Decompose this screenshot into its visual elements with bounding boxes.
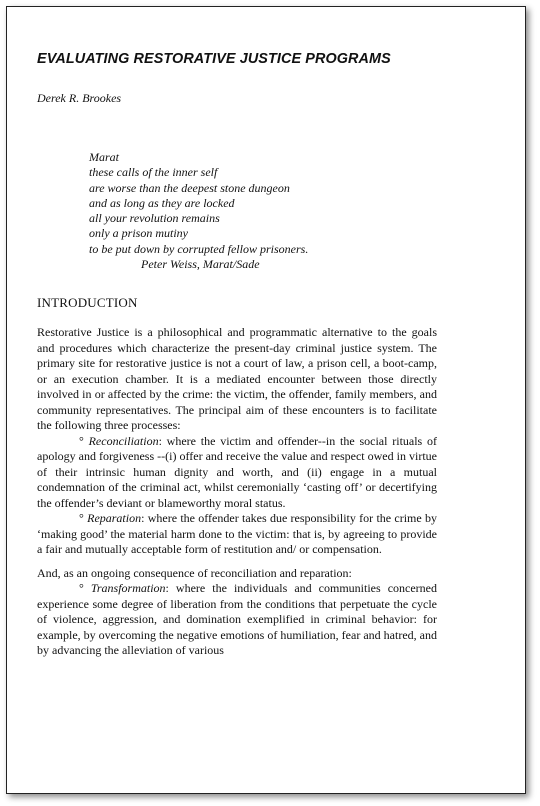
reconciliation-item bbox=[37, 434, 437, 512]
article-title: EVALUATING RESTORATIVE JUSTICE PROGRAMS bbox=[37, 51, 391, 67]
body-text bbox=[37, 325, 437, 659]
article-author: Derek R. Brookes bbox=[37, 91, 122, 105]
transformation-term: Transformation bbox=[90, 581, 166, 596]
page-content bbox=[37, 51, 437, 659]
reparation-text: : where the offender takes due responsibility for the crime by ‘making good’ the material harm done to the victim: that is, by agreeing to provide a fair and mutually acceptable form of restitution and/ or compensation. bbox=[37, 511, 438, 557]
bullet-mark: ° bbox=[79, 433, 84, 448]
consequence-paragraph: And, as an ongoing consequence of reconciliation and reparation: bbox=[37, 565, 352, 580]
intro-paragraph: Restorative Justice is a philosophical and programmatic alternative to the goals and procedures which characterize the present-day criminal justice system. The primary site for restorative justice is not a court of law, a prison cell, a boot-camp, or an execution chamber. It is a mediated encounter between those directly involved in or affected by the crime: the victim, the offender, family members, and community representatives. The principal aim of these encounters is to facilitate the following three processes: bbox=[37, 325, 437, 433]
reconciliation-text: : where the victim and offender--in the social rituals of apology and forgiveness --(i) offer and receive the value and respect owed in virtue of their intrinsic human dignity and worth, and (ii) engage in a mutual condemnation of the criminal act, whilst ceremonially ‘casting off’ or decertifying the offender’s deviant or blameworthy moral status. bbox=[37, 433, 438, 510]
epigraph bbox=[89, 150, 437, 272]
reparation-term: Reparation bbox=[87, 511, 142, 526]
epigraph-line: to be put down by corrupted fellow prisoners. bbox=[89, 241, 309, 256]
section-heading: INTRODUCTION bbox=[37, 295, 138, 311]
epigraph-line: only a prison mutiny bbox=[89, 226, 188, 241]
epigraph-attribution: Peter Weiss, Marat/Sade bbox=[141, 257, 260, 272]
bullet-mark: ° bbox=[79, 581, 84, 596]
epigraph-line: Marat bbox=[89, 150, 119, 164]
transformation-text: : where the individuals and communities concerned experience some degree of liberation from the conditions that perpetuate the cycle of violence, aggression, and domination exemplified in criminal behavior: for example, by overcoming the negative emotions of humiliation, fear and hatred, and by advancing the alleviation of various bbox=[37, 581, 437, 658]
epigraph-line: these calls of the inner self bbox=[89, 165, 218, 180]
epigraph-line: and as long as they are locked bbox=[89, 195, 235, 210]
epigraph-line: are worse than the deepest stone dungeon bbox=[89, 180, 290, 195]
reconciliation-term: Reconciliation bbox=[88, 433, 159, 448]
page-sheet bbox=[6, 6, 526, 794]
epigraph-line: all your revolution remains bbox=[89, 211, 220, 226]
reparation-item bbox=[37, 511, 437, 558]
bullet-mark: ° bbox=[79, 511, 84, 526]
transformation-item bbox=[37, 581, 437, 659]
